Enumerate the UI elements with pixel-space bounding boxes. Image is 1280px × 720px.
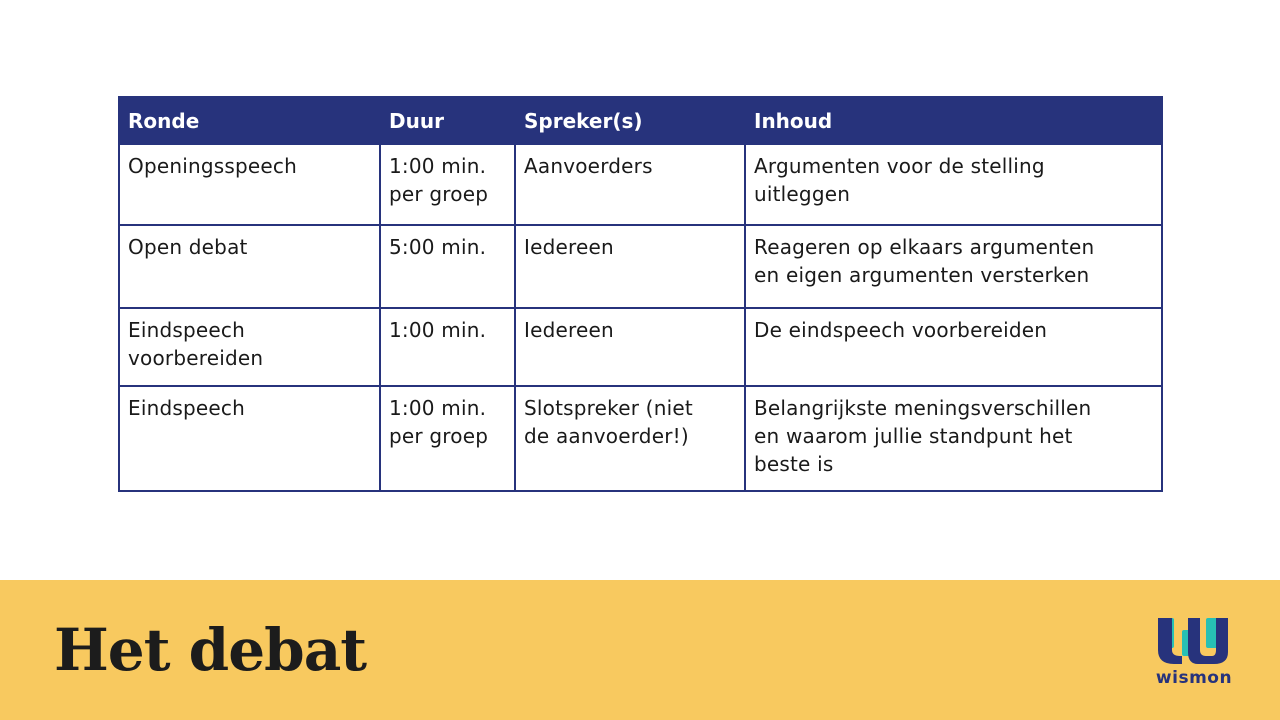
cell-inhoud: Argumenten voor de stelling uitleggen — [745, 144, 1162, 225]
cell-duur: 1:00 min. — [380, 308, 515, 386]
wismon-logo-icon — [1152, 612, 1236, 668]
cell-duur: 5:00 min. — [380, 225, 515, 308]
column-header-duur: Duur — [380, 97, 515, 144]
cell-ronde: Eindspeech — [119, 386, 380, 491]
column-header-inhoud: Inhoud — [745, 97, 1162, 144]
cell-ronde: Open debat — [119, 225, 380, 308]
column-header-ronde: Ronde — [119, 97, 380, 144]
table-row — [119, 225, 1162, 308]
logo-wordmark: wismon — [1155, 668, 1233, 688]
cell-inhoud: Belangrijkste meningsverschillen en waarom jullie standpunt het beste is — [745, 386, 1162, 491]
table-row — [119, 308, 1162, 386]
slide-title: Het debat — [54, 616, 367, 684]
cell-ronde: Openingsspeech — [119, 144, 380, 225]
cell-duur: 1:00 min. per groep — [380, 144, 515, 225]
cell-duur: 1:00 min. per groep — [380, 386, 515, 491]
cell-sprekers: Slotspreker (niet de aanvoerder!) — [515, 386, 745, 491]
table-header-row — [119, 97, 1162, 144]
table-row — [119, 144, 1162, 225]
table-row — [119, 386, 1162, 491]
cell-inhoud: De eindspeech voorbereiden — [745, 308, 1162, 386]
debate-schedule-table — [118, 96, 1163, 492]
wismon-logo — [1152, 612, 1236, 692]
column-header-sprekers: Spreker(s) — [515, 97, 745, 144]
cell-sprekers: Aanvoerders — [515, 144, 745, 225]
cell-sprekers: Iedereen — [515, 225, 745, 308]
cell-inhoud: Reageren op elkaars argumenten en eigen argumenten versterken — [745, 225, 1162, 308]
cell-ronde: Eindspeech voorbereiden — [119, 308, 380, 386]
cell-sprekers: Iedereen — [515, 308, 745, 386]
